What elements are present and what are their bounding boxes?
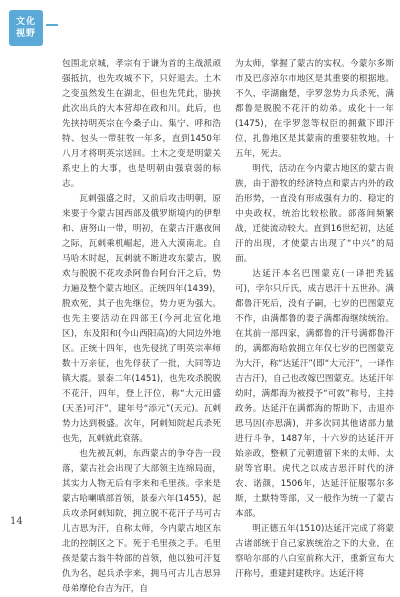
paragraph: 包围北京城，孝宗有于谦为首的主战派顽强抵抗，也先攻城不下，只好退去。土木之变虽然发生在湖北，但也先凭此，胁挟此次出兵的大本营却在政和川。此后，也先挟持明英宗在今桑子山、集宁、呼和浩特、包头一带驻牧一年多，直到1450年八月才将明英宗送回。土木之变是明蒙关系史上的大事，也是明朝由强衰弱的标志。 xyxy=(62,59,221,189)
column-badge-line1: 文化 xyxy=(15,17,36,27)
paragraph: 瓦剌强盛之时，又前后攻击明朝，原来要于今蒙古国西部及俄罗斯境内的伊犁和、唐努山一带，明初，在蒙古汗惠夜间之际，瓦剌乘机崛起，进入大漠南北。自马哈木时起，瓦剌就不断进攻东蒙古，脱欢与脱脱不花攻杀阿鲁台阿台汗之后，势力遍及整个蒙古地区。正统四年(1439)，脱欢死，其子也先继位，势力更为强大。也先主要活动在四部王(今河北宣化地区)，东及阳和(今山西阳高)的大同边外地区。正统十四年，也先侵扰了明英宗率师数十万亲征，也先俘获了一批，大同等边镇大震。景泰二年(1451)，也先攻杀脱脱不花汗，四年，登上汗位，称“大元田盛(天圣)可汗”，建年号“添元”(天元)。瓦剌势力达到极盛。次年，阿剌知院起兵杀死也先，瓦剌就此衰落。 xyxy=(62,194,221,444)
paragraph: 达延汗本名巴图蒙克(一译把秃猛可)，孛尔只斤氏，成吉思汗十五世孙。满都鲁汗死后，没有子嗣，七岁的巴图蒙克不作，由满都鲁的妻子满都海继续统治。在其前一部四家，满都鲁的汗号满都鲁汗的，满都海哈敦拥立年仅七岁的巴图蒙克为大汗，称“达延汗”(即“大元汗”，一译作吉吉汗)，自己也改嫁巴图蒙克。达延汗年幼时，满都海为被授予“可敦”称号，主持政务。达延汗在满都海的帮助下，击退亦思马因(亦思满)，并多次同其他诸部力量进行斗争，1487年，十六岁的达延汗开始亲政，整顿了元朝遗留下来的太师、太尉等官职。虎代之以成吉思汗时代的济农、诺颜，1506年，达延汗征服鄂尔多斯，土默特等部，又一般作为统一了蒙古本部。 xyxy=(235,269,394,519)
column-badge xyxy=(9,10,43,46)
right-column xyxy=(235,57,394,579)
paragraph: 为太师，掌握了蒙古的实权。今蒙尔多斯市及巴彦淖尔市地区是其重要的根据地。不久，孛湖幽楚，孛罗忽势力兵杀死，满都鲁是脱脱不花汗的幼弟。成化十一年(1475)，在孛罗忽等权臣的拥戴下即汗位，扎鲁地区是其蒙南的重要驻牧地。十五年，死去。 xyxy=(235,59,394,159)
header-rule xyxy=(46,24,58,26)
article-body xyxy=(62,57,394,594)
page-number: 14 xyxy=(10,516,23,527)
paragraph: 也先被瓦剌，东西蒙古的争夺告一段落，蒙古社会出现了大部领主连绵局面，其实力人物无后有孛来和毛里孩。孛来是蒙古哈喇嗔部首领，景泰六年(1455)，起兵攻杀阿剌知院，拥立脱不花汗子马可古儿吉思为汗，自称太师，今内蒙古地区东北的控制区之下。死于毛里孩之手。毛里孩是蒙古翁牛特部的首领，他以独可汗复仇为名，起兵杀孛来，拥马可古儿吉思异母弟摩伦台吉为汗，自 xyxy=(62,449,221,594)
left-column xyxy=(62,57,221,594)
column-badge-line2: 视野 xyxy=(15,29,36,39)
paragraph: 明正德五年(1510)达延汗完成了将蒙古诸部统于自己家族统治之下的大业，在察哈尔部的八白室前称大汗，重新宣布大汗称号，重建封建秩序。达延汗将 xyxy=(235,524,394,579)
paragraph: 明代，活动在今内蒙古地区的蒙古贵族，由于游牧的经济特点和蒙古内外的政治形势，一直没有形成强有力的、稳定的中央政权，统治比较松散。部落间频繁战，迁徙流动较大。直到16世纪初，达延汗的出现，才使蒙古出现了“中兴”的局面。 xyxy=(235,164,394,264)
